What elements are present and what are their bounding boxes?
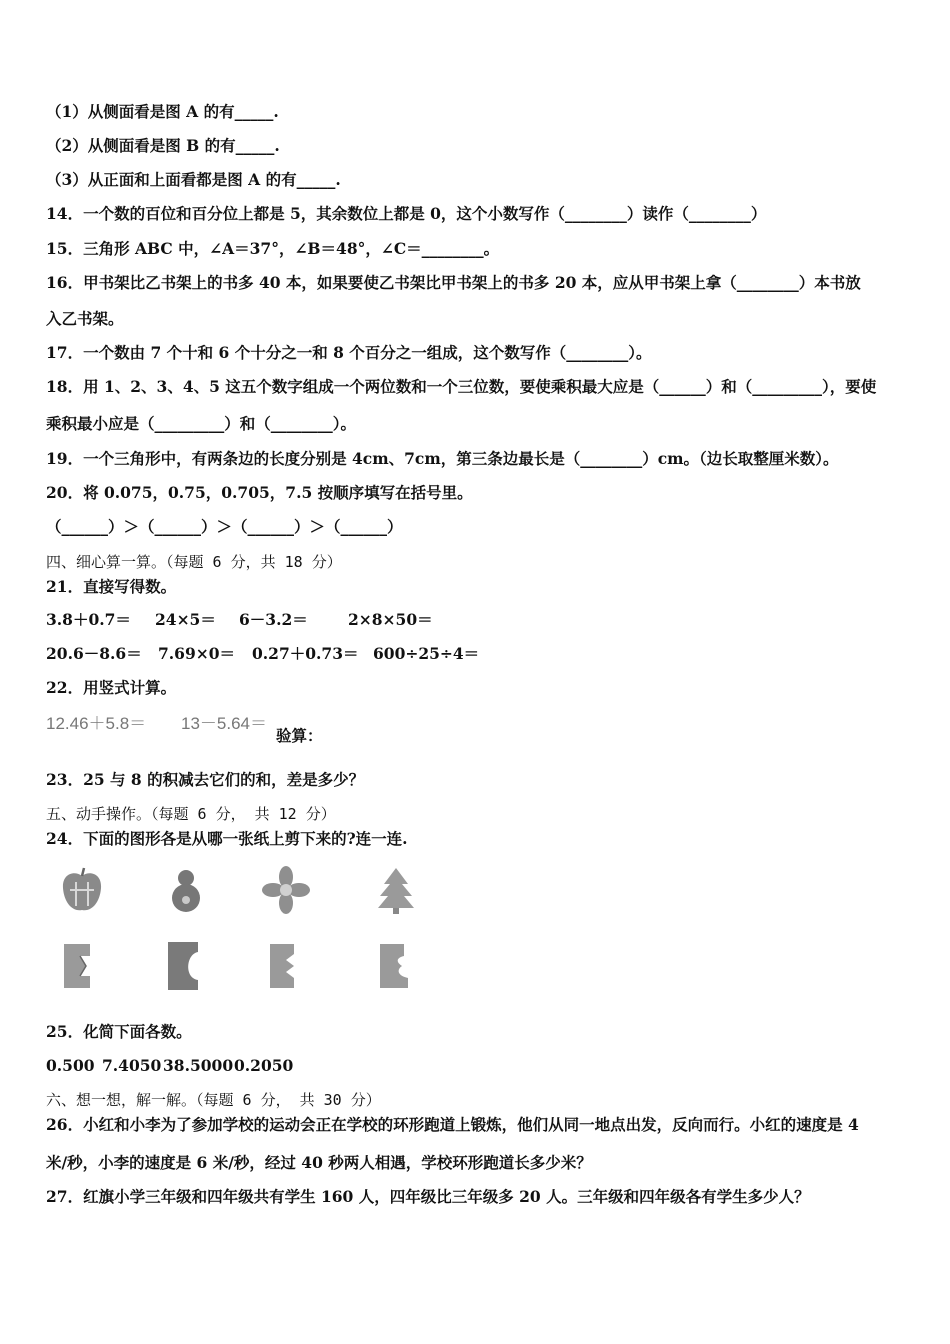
- question-22: 22．用竖式计算。: [46, 678, 177, 697]
- question-18-line-1: 18．用 1、2、3、4、5 这五个数字组成一个两位数和一个三位数，要使乘积最大应是（______）和（_________），要使: [46, 377, 877, 396]
- decimal-item: 0.2050: [234, 1056, 294, 1075]
- question-26-line-2: 米/秒，小李的速度是 6 米/秒，经过 40 秒两人相遇，学校环形跑道长多少米？: [46, 1153, 592, 1172]
- check-label: 验算：: [276, 726, 323, 745]
- question-24: 24．下面的图形各是从哪一张纸上剪下来的?连一连.: [46, 829, 408, 848]
- question-20: 20．将 0.075，0.75，0.705，7.5 按顺序填写在括号里。: [46, 483, 473, 502]
- question-15: 15．三角形 ABC 中，∠A＝37°，∠B＝48°，∠C＝________。: [46, 239, 500, 258]
- calc-item: 6－3.2＝: [239, 610, 308, 629]
- question-16-line-2: 入乙书架。: [46, 309, 124, 328]
- calc-item: 0.27＋0.73＝: [252, 644, 359, 663]
- calc-item: 20.6－8.6＝: [46, 644, 142, 663]
- flower-shape-icon: [260, 864, 312, 916]
- apple-shape-icon: [56, 864, 108, 916]
- question-19: 19．一个三角形中，有两条边的长度分别是 4cm、7cm，第三条边最长是（________）cm。（边长取整厘米数）。: [46, 449, 839, 468]
- calc-item: 2×8×50＝: [348, 610, 433, 629]
- question-27: 27．红旗小学三年级和四年级共有学生 160 人，四年级比三年级多 20 人。三年级和四年级各有学生多少人？: [46, 1187, 810, 1206]
- vertical-calc-1: 12.46＋5.8＝: [46, 714, 147, 733]
- section-6-heading: 六、想一想，解一解。（每题 6 分， 共 30 分）: [46, 1091, 381, 1109]
- calc-item: 24×5＝: [155, 610, 216, 629]
- folded-paper-d-icon: [370, 940, 422, 992]
- section-5-heading: 五、动手操作。（每题 6 分， 共 12 分）: [46, 805, 336, 823]
- gourd-shape-icon: [160, 864, 212, 916]
- question-14: 14．一个数的百位和百分位上都是 5，其余数位上都是 0，这个小数写作（________）读作（________）: [46, 204, 767, 223]
- section-4-heading: 四、细心算一算。（每题 6 分，共 18 分）: [46, 553, 342, 571]
- decimal-item: 38.5000: [163, 1056, 234, 1075]
- calc-item: 3.8＋0.7＝: [46, 610, 131, 629]
- decimal-item: 7.4050: [102, 1056, 162, 1075]
- folded-paper-c-icon: [260, 940, 312, 992]
- folded-paper-a-icon: [56, 940, 108, 992]
- question-13-part-1: （1）从侧面看是图 A 的有_____.: [46, 102, 279, 121]
- question-17: 17．一个数由 7 个十和 6 个十分之一和 8 个百分之一组成，这个数写作（________）。: [46, 343, 652, 362]
- question-18-line-2: 乘积最小应是（_________）和（________）。: [46, 414, 357, 433]
- folded-paper-b-icon: [160, 940, 212, 992]
- question-25: 25．化简下面各数。: [46, 1022, 192, 1041]
- calc-item: 600÷25÷4＝: [373, 644, 480, 663]
- decimal-item: 0.500: [46, 1056, 95, 1075]
- question-20-blanks: （______）＞（______）＞（______）＞（______）: [46, 517, 403, 536]
- question-21: 21．直接写得数。: [46, 577, 177, 596]
- question-26-line-1: 26．小红和小李为了参加学校的运动会正在学校的环形跑道上锻炼，他们从同一地点出发，反向而行。小红的速度是 4: [46, 1115, 859, 1134]
- question-23: 23．25 与 8 的积减去它们的和，差是多少？: [46, 770, 365, 789]
- question-16-line-1: 16．甲书架比乙书架上的书多 40 本，如果要使乙书架比甲书架上的书多 20 本，应从甲书架上拿（________）本书放: [46, 273, 861, 292]
- vertical-calc-2: 13－5.64＝: [181, 714, 267, 733]
- question-13-part-2: （2）从侧面看是图 B 的有_____.: [46, 136, 280, 155]
- calc-item: 7.69×0＝: [158, 644, 236, 663]
- question-13-part-3: （3）从正面和上面看都是图 A 的有_____.: [46, 170, 341, 189]
- tree-shape-icon: [370, 864, 422, 916]
